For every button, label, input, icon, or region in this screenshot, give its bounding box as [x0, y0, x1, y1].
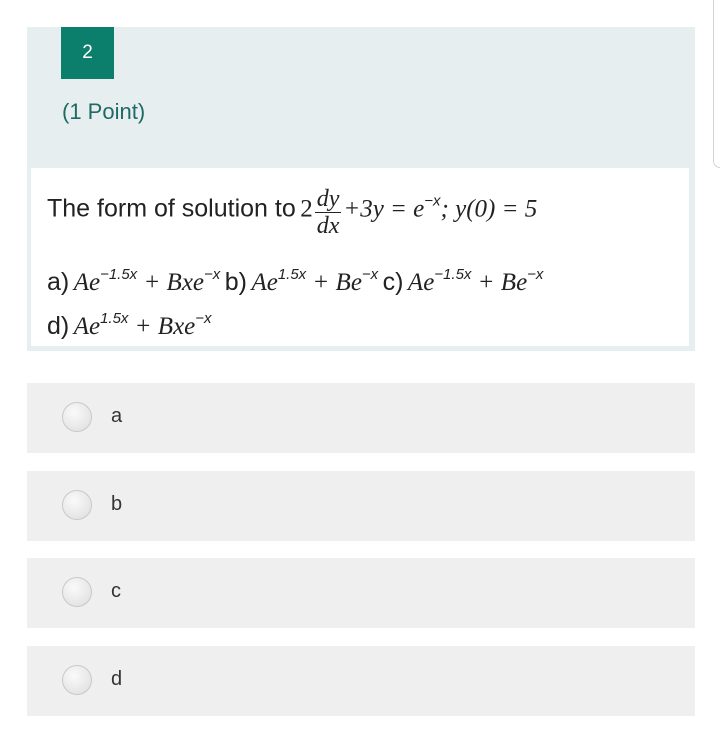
choice-a-expr-2: + Bxe: [137, 269, 205, 296]
radio-button-b[interactable]: [62, 490, 92, 520]
question-stem-text: The form of solution to: [47, 194, 296, 223]
question-points: (1 Point): [62, 99, 146, 124]
equation-coefficient: 2: [300, 195, 313, 223]
equation-rest: +3y = e: [343, 195, 425, 223]
choice-b-expr-2: + Be: [306, 269, 362, 296]
choices-line-2: [47, 310, 212, 341]
option-c[interactable]: [27, 558, 695, 628]
initial-condition: ; y(0) = 5: [440, 195, 538, 223]
choice-a-label: a): [47, 268, 70, 296]
option-d-label: d: [111, 668, 123, 690]
choice-b-exp-1: 1.5x: [277, 266, 307, 283]
choices-line-1: [47, 266, 543, 297]
choice-c-exp-1: −1.5x: [434, 266, 472, 283]
choice-d-expr-1: Ae: [73, 313, 101, 340]
choice-b-exp-2: −x: [361, 266, 379, 283]
choice-a-exp-2: −x: [204, 266, 221, 283]
fraction-numerator: dy: [316, 186, 340, 212]
choice-d-exp-2: −x: [195, 310, 212, 327]
question-number-badge: 2: [61, 27, 114, 79]
radio-button-a[interactable]: [62, 402, 92, 432]
choice-d-exp-1: 1.5x: [100, 310, 129, 327]
question-image: [31, 168, 689, 346]
option-a-label: a: [111, 405, 123, 427]
choice-c-label: c): [382, 268, 404, 296]
option-b[interactable]: [27, 471, 695, 541]
choice-c-expr-1: Ae: [407, 269, 435, 296]
radio-button-d[interactable]: [62, 665, 92, 695]
option-b-label: b: [111, 493, 123, 515]
question-card: [27, 27, 695, 351]
choice-d-expr-2: + Bxe: [128, 313, 196, 340]
choice-c-expr-2: + Be: [471, 269, 528, 296]
choice-a-expr-1: Ae: [73, 269, 101, 296]
equation-exponent: −x: [424, 192, 441, 210]
scrollbar-edge: [713, 0, 720, 168]
question-stem-line: [47, 188, 537, 237]
choice-b-expr-1: Ae: [251, 269, 278, 296]
choice-a-exp-1: −1.5x: [100, 266, 138, 283]
fraction-denominator: dx: [316, 213, 340, 239]
choice-d-label: d): [47, 312, 70, 340]
derivative-fraction: [315, 188, 342, 237]
option-c-label: c: [111, 580, 121, 602]
choice-c-exp-2: −x: [527, 266, 544, 283]
radio-button-c[interactable]: [62, 577, 92, 607]
choice-b-label: b): [224, 268, 247, 296]
option-d[interactable]: [27, 646, 695, 716]
option-a[interactable]: [27, 383, 695, 453]
